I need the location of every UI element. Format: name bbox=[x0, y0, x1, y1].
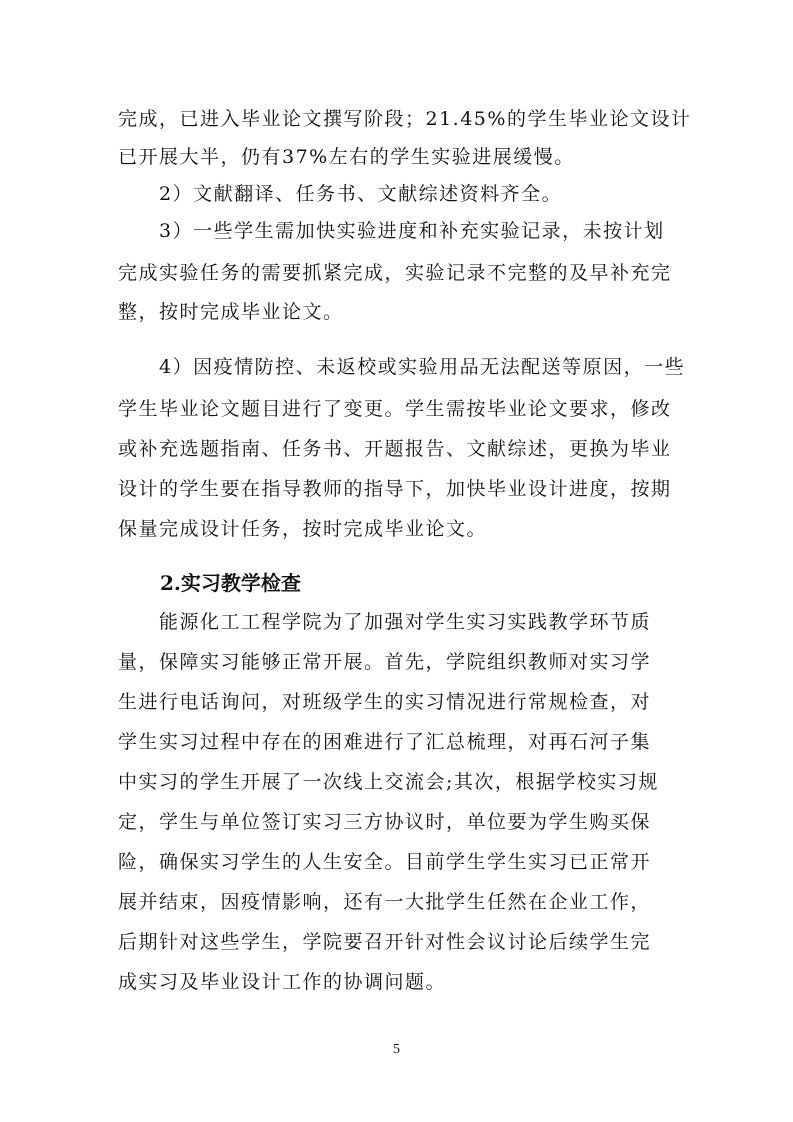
section-line-10: 成实习及毕业设计工作的协调问题。 bbox=[118, 971, 447, 993]
section-line-9: 后期针对这些学生，学院要召开针对性会议讨论后续学生完 bbox=[118, 931, 652, 953]
section-line-6: 定，学生与单位签订实习三方协议时，单位要为学生购买保 bbox=[118, 811, 652, 833]
body-line-11: 保量完成设计任务，按时完成毕业论文。 bbox=[118, 518, 488, 540]
section-line-7: 险，确保实习学生的人生安全。目前学生学生实习已正常开 bbox=[118, 851, 652, 873]
body-line-3: 2）文献翻译、任务书、文献综述资料齐全。 bbox=[118, 183, 563, 205]
body-line-1: 完成，已进入毕业论文撰写阶段；21.45%的学生毕业论文设计 bbox=[118, 108, 692, 130]
section-line-4: 学生实习过程中存在的困难进行了汇总梳理，对再石河子集 bbox=[118, 731, 652, 753]
section-line-2: 量，保障实习能够正常开展。首先，学院组织教师对实习学 bbox=[118, 651, 652, 673]
section-line-3: 生进行电话询问，对班级学生的实习情况进行常规检查，对 bbox=[118, 691, 652, 713]
section-line-1: 能源化工工程学院为了加强对学生实习实践教学环节质 bbox=[118, 611, 652, 633]
body-line-2: 已开展大半，仍有37%左右的学生实验进展缓慢。 bbox=[118, 146, 575, 168]
body-line-10: 设计的学生要在指导教师的指导下，加快毕业设计进度，按期 bbox=[118, 478, 672, 500]
body-line-6: 整，按时完成毕业论文。 bbox=[118, 301, 344, 323]
body-line-7: 4）因疫情防控、未返校或实验用品无法配送等原因，一些 bbox=[118, 356, 686, 378]
body-line-4: 3）一些学生需加快实验进度和补充实验记录，未按计划 bbox=[118, 220, 665, 242]
body-line-8: 学生毕业论文题目进行了变更。学生需按毕业论文要求，修改 bbox=[118, 398, 672, 420]
body-line-9: 或补充选题指南、任务书、开题报告、文献综述，更换为毕业 bbox=[118, 438, 672, 460]
section-line-5: 中实习的学生开展了一次线上交流会;其次，根据学校实习规 bbox=[118, 771, 659, 793]
section-line-8: 展并结束，因疫情影响，还有一大批学生任然在企业工作， bbox=[118, 891, 652, 913]
section-heading: 2.实习教学检查 bbox=[160, 571, 301, 595]
body-line-5: 完成实验任务的需要抓紧完成，实验记录不完整的及早补充完 bbox=[118, 262, 672, 284]
page-number: 5 bbox=[393, 1042, 400, 1057]
